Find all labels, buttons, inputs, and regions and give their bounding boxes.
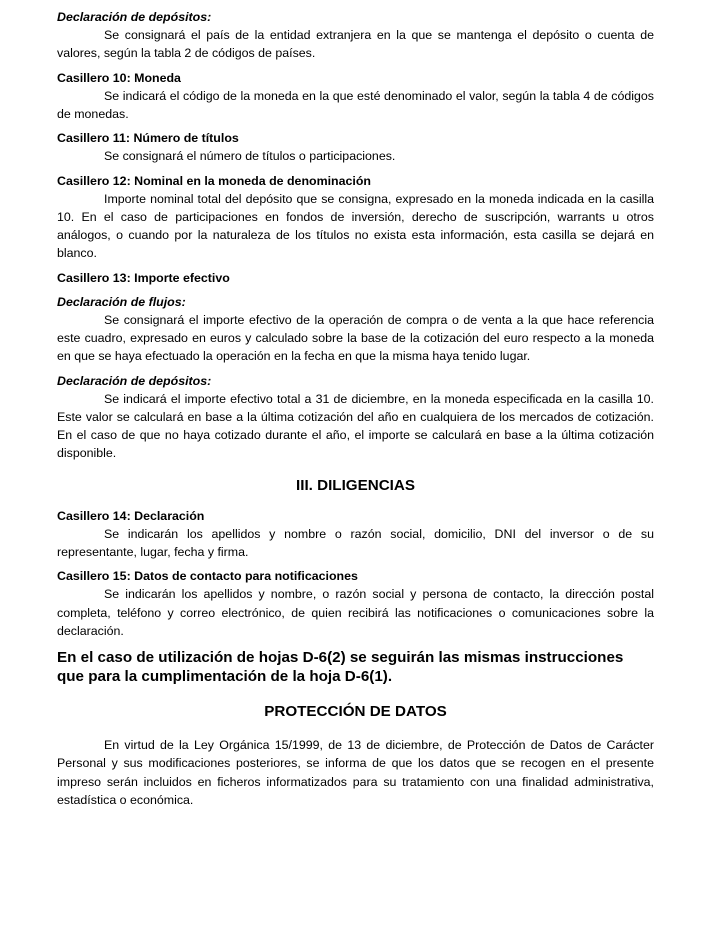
heading-casillero-11: Casillero 11: Número de títulos bbox=[57, 131, 239, 146]
paragraph-declaracion-flujos: Se consignará el importe efectivo de la operación de compra o de venta a la que hace referencia este cuadro, expresado en euros y calculado sobre la base de la cotización del euro respecto a la moneda en que se haya efectuado la operación en la fecha en que la misma haya tenido lugar. bbox=[57, 313, 654, 364]
section-title-diligencias: III. DILIGENCIAS bbox=[296, 476, 415, 494]
note-hojas-d6: En el caso de utilización de hojas D-6(2) se seguirán las mismas instrucciones que para la cumplimentación de la hoja D-6(1). bbox=[57, 649, 624, 686]
paragraph-casillero-10: Se indicará el código de la moneda en la que esté denominado el valor, según la tabla 4 de códigos de monedas. bbox=[57, 88, 654, 122]
heading-declaracion-depositos: Declaración de depósitos: bbox=[57, 10, 212, 24]
heading-casillero-13: Casillero 13: Importe efectivo bbox=[57, 270, 230, 285]
paragraph-casillero-15: Se indicarán los apellidos y nombre, o razón social y persona de contacto, la dirección postal completa, teléfono y correo electrónico, de quien recibirá las notificaciones o comunicaciones sobre la declaración. bbox=[57, 587, 654, 638]
heading-casillero-14: Casillero 14: Declaración bbox=[57, 508, 205, 523]
section-title-proteccion-datos: PROTECCIÓN DE DATOS bbox=[264, 703, 447, 721]
heading-declaracion-flujos: Declaración de flujos: bbox=[57, 294, 186, 309]
heading-casillero-10: Casillero 10: Moneda bbox=[57, 70, 181, 85]
heading-declaracion-depositos-importe: Declaración de depósitos: bbox=[57, 373, 212, 388]
paragraph-casillero-14: Se indicarán los apellidos y nombre o razón social, domicilio, DNI del inversor o de su representante, lugar, fecha y firma. bbox=[57, 526, 654, 560]
heading-casillero-15: Casillero 15: Datos de contacto para notificaciones bbox=[57, 569, 358, 584]
paragraph-declaracion-depositos: Se consignará el país de la entidad extranjera en la que se mantenga el depósito o cuenta de valores, según la tabla 2 de códigos de países. bbox=[57, 28, 654, 61]
paragraph-declaracion-depositos-importe: Se indicará el importe efectivo total a 31 de diciembre, en la moneda especificada en la casilla 10. Este valor se calculará en base a la última cotización del año en cualquiera de los mercados de cotización. En el caso de que no haya cotizado durante el año, el importe se calculará en base a la última cotización disponible. bbox=[57, 391, 654, 461]
heading-casillero-12: Casillero 12: Nominal en la moneda de denominación bbox=[57, 173, 371, 188]
paragraph-proteccion-datos: En virtud de la Ley Orgánica 15/1999, de 13 de diciembre, de Protección de Datos de Carácter Personal y sus modificaciones posteriores, se informa de que los datos que se recogen en el presente impreso serán incluidos en ficheros informatizados para su tratamiento con una finalidad administrativa, estadística o económica. bbox=[57, 738, 654, 807]
paragraph-casillero-11: Se consignará el número de títulos o participaciones. bbox=[104, 149, 396, 164]
paragraph-casillero-12: Importe nominal total del depósito que se consigna, expresado en la moneda indicada en la casilla 10. En el caso de participaciones en fondos de inversión, derecho de suscripción, warrants u otros análogos, o cuando por la naturaleza de los títulos no exista esta información, esta casilla se dejará en blanco. bbox=[57, 191, 654, 261]
